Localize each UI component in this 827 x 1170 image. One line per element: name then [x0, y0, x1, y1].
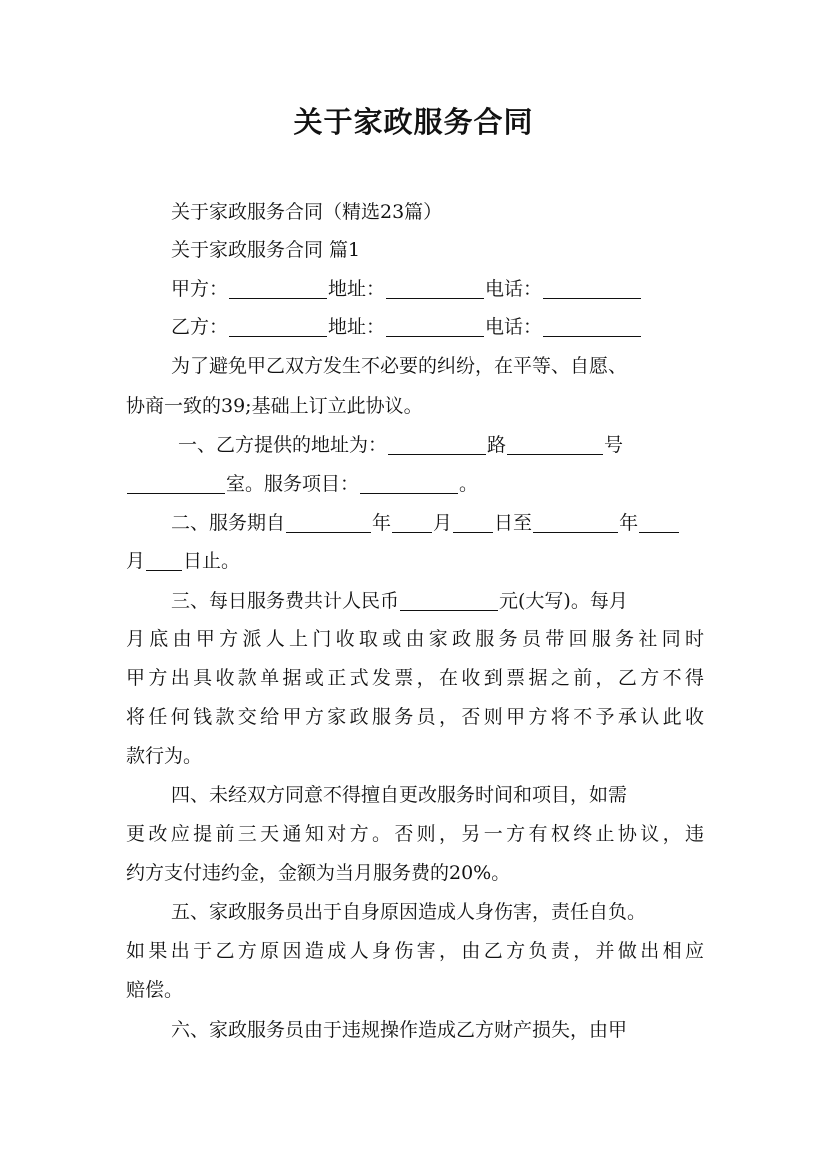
clause2-month-blank [392, 512, 432, 533]
clause2-month: 月 [433, 512, 453, 534]
party-b-address-label: 地址： [328, 316, 386, 338]
clause1-line-2 [126, 470, 478, 498]
clause4-line-1: 四、未经双方同意不得擅自更改服务时间和项目，如需 [171, 784, 628, 806]
clause5-line-3: 赔偿。 [126, 979, 184, 1001]
clause2-day-to: 日至 [494, 512, 533, 534]
clause3-line-3: 甲方出具收款单据或正式发票，在收到票据之前，乙方不得 [126, 667, 704, 689]
clause3-suffix: 元(大写)。每月 [499, 590, 628, 612]
clause2-year2-blank [533, 512, 618, 533]
party-a-address-blank [386, 278, 484, 299]
clause1-end: 。 [459, 473, 479, 495]
clause2-year-blank [286, 512, 371, 533]
clause1-number-blank [507, 434, 603, 455]
clause5-line-1: 五、家政服务员出于自身原因造成人身伤害，责任自负。 [171, 901, 647, 923]
clause3-line-1 [171, 587, 628, 615]
clause1-number: 号 [604, 434, 624, 456]
clause1-road: 路 [487, 434, 507, 456]
clause2-line-2 [126, 547, 240, 575]
party-b-phone-label: 电话： [485, 316, 543, 338]
party-b-name-blank [229, 316, 327, 337]
clause3-line-5: 款行为。 [126, 745, 203, 767]
party-b-line [171, 313, 642, 341]
party-a-phone-blank [543, 278, 641, 299]
clause2-end: 日止。 [183, 550, 241, 572]
document-subtitle: 关于家政服务合同（精选23篇） [171, 201, 443, 223]
clause2-year: 年 [372, 512, 392, 534]
clause2-prefix: 二、服务期自 [171, 512, 286, 534]
party-b-phone-blank [543, 316, 641, 337]
clause2-day2-blank [146, 550, 182, 571]
party-b-address-blank [386, 316, 484, 337]
party-b-label: 乙方： [171, 316, 229, 338]
intro-line-2: 协商一致的39;基础上订立此协议。 [126, 395, 423, 417]
clause1-prefix: 一、乙方提供的地址为： [178, 434, 388, 456]
clause4-line-3: 约方支付违约金，金额为当月服务费的20%。 [126, 862, 511, 884]
clause1-road-blank [388, 434, 486, 455]
party-a-line [171, 275, 642, 303]
clause1-service-blank [360, 473, 458, 494]
clause6-line-1: 六、家政服务员由于违规操作造成乙方财产损失，由甲 [171, 1019, 628, 1041]
clause3-line-4: 将任何钱款交给甲方家政服务员，否则甲方将不予承认此收 [126, 706, 704, 728]
clause1-room: 室。服务项目： [226, 473, 360, 495]
clause2-year2: 年 [619, 512, 639, 534]
intro-line-1: 为了避免甲乙双方发生不必要的纠纷，在平等、自愿、 [171, 355, 628, 377]
section-heading: 关于家政服务合同 篇1 [171, 239, 361, 261]
clause2-line-1 [171, 509, 680, 537]
clause3-prefix: 三、每日服务费共计人民币 [171, 590, 400, 612]
clause5-line-2: 如果出于乙方原因造成人身伤害，由乙方负责，并做出相应 [126, 940, 704, 962]
party-a-name-blank [229, 278, 327, 299]
clause3-line-2: 月底由甲方派人上门收取或由家政服务员带回服务社同时 [126, 628, 704, 650]
clause1-line-1 [178, 431, 623, 459]
clause2-month2-blank [639, 512, 679, 533]
party-a-phone-label: 电话： [485, 278, 543, 300]
document-title: 关于家政服务合同 [293, 105, 534, 139]
party-a-address-label: 地址： [328, 278, 386, 300]
clause3-amount-blank [400, 590, 498, 611]
clause2-day-blank [453, 512, 493, 533]
clause2-month2: 月 [126, 550, 146, 572]
clause1-room-blank [127, 473, 225, 494]
party-a-label: 甲方： [171, 278, 229, 300]
clause4-line-2: 更改应提前三天通知对方。否则，另一方有权终止协议，违 [126, 823, 704, 845]
